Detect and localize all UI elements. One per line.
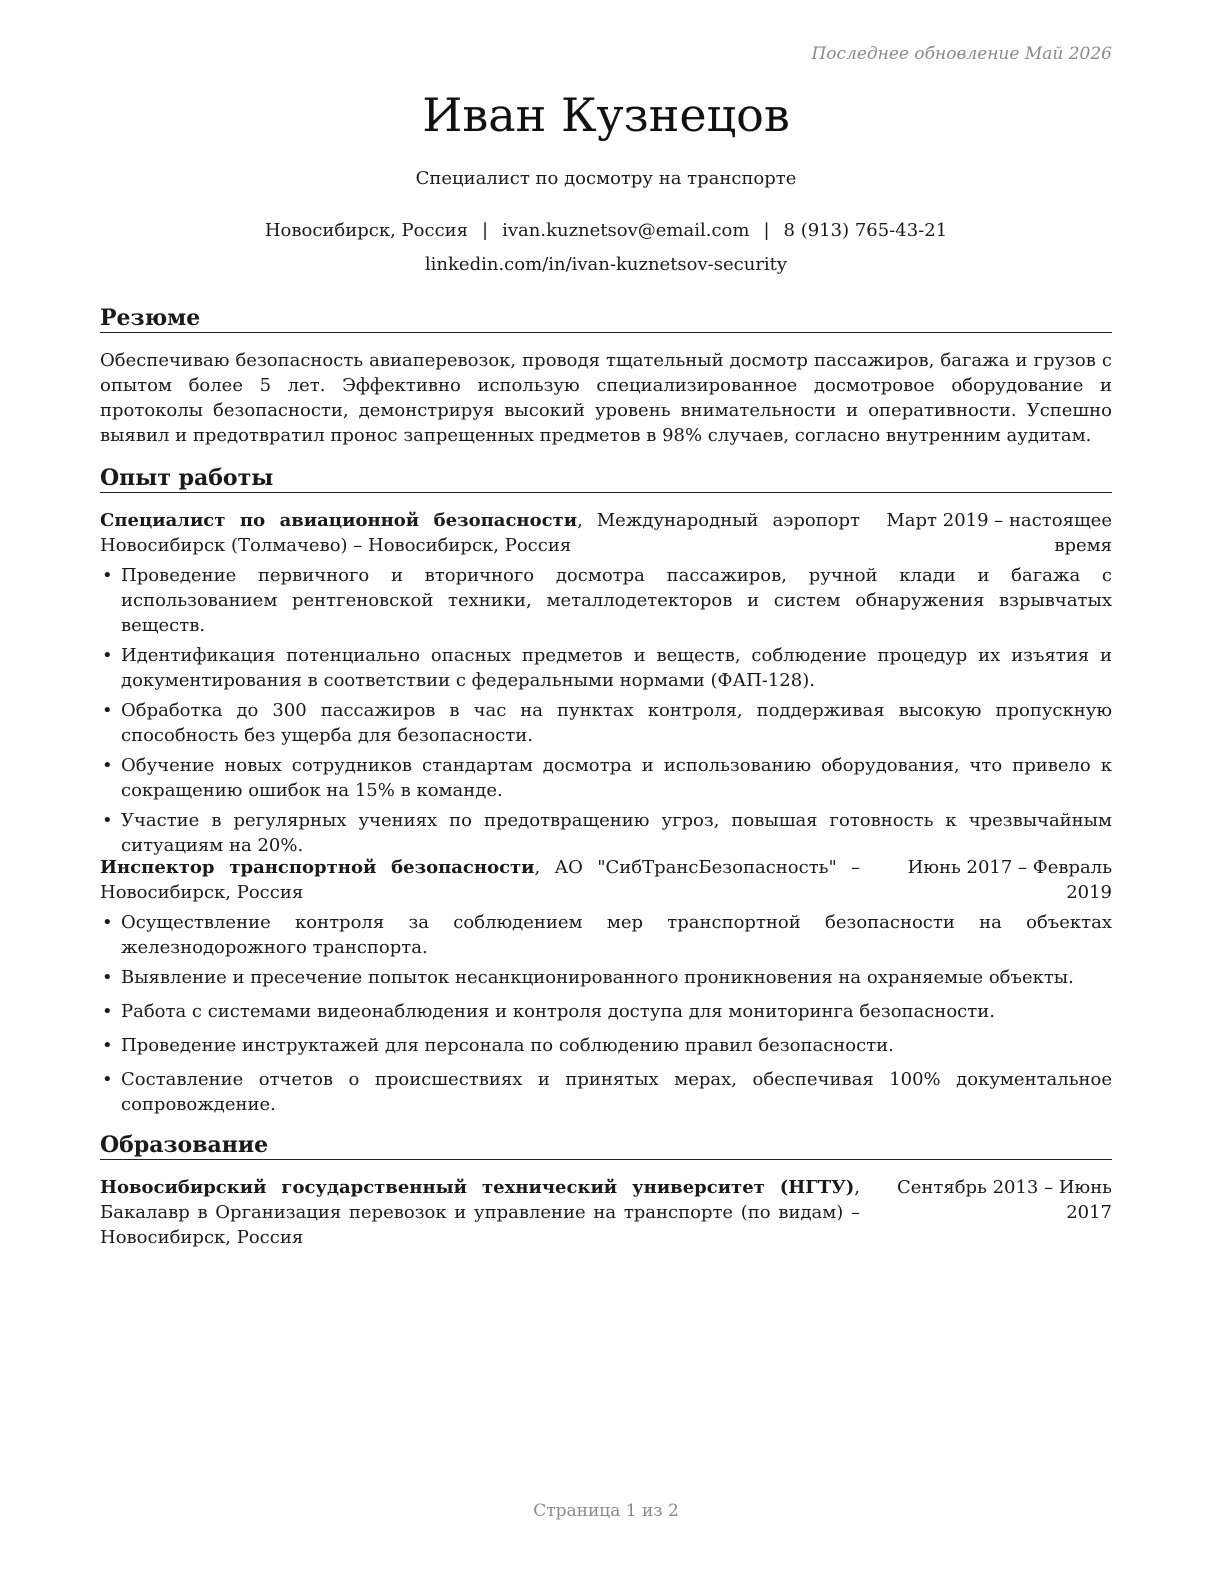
last-updated: Последнее обновление Май 2026 [811,44,1112,64]
job-title-company [100,508,860,558]
contact-location: Новосибирск, Россия [264,220,469,241]
section-title-summary: Резюме [100,305,1112,333]
candidate-headline: Специалист по досмотру на транспорте [415,168,797,189]
list-item: • Обучение новых сотрудников стандартам досмотра и использованию оборудования, что привело к сокращению ошибок на 15% в команде. [100,753,1112,803]
education-dates: Сентябрь 2013 – Июнь 2017 [896,1177,1112,1223]
summary-text: Обеспечиваю безопасность авиаперевозок, проводя тщательный досмотр пассажиров, багажа и грузов с опытом более 5 лет. Эффективно использую специализированное досмотровое оборудование и протоколы безопасности, демонстрируя высокий уровень внимательности и оперативности. Успешно выявил и предотвратил пронос запрещенных предметов в 98% случаев, согласно внутренним аудитам. [100,350,1112,446]
job-position: Инспектор транспортной безопасности [100,857,535,878]
education-degree: , Бакалавр в Организация перевозок и управление на транспорте (по видам) – Новосибирск, Россия [100,1177,860,1248]
list-item: • Обработка до 300 пассажиров в час на пунктах контроля, поддерживая высокую пропускную способность без ущерба для безопасности. [100,698,1112,748]
contact-email[interactable]: ivan.kuznetsov@email.com [502,220,750,241]
job-header [100,508,1112,558]
contact-separator: | [763,220,770,241]
page-number: Страница 1 из 2 [533,1501,679,1521]
list-item: • Работа с системами видеонаблюдения и контроля доступа для мониторинга безопасности. [100,999,1112,1024]
education-institution-degree [100,1175,860,1250]
resume-page [100,0,1112,1584]
list-item: • Участие в регулярных учениях по предотвращению угроз, повышая готовность к чрезвычайным ситуациям на 20%. [100,808,1112,858]
job-dates: Июнь 2017 – Февраль 2019 [907,857,1112,903]
job-header [100,855,1112,905]
contact-line [100,220,1112,241]
contact-phone[interactable]: 8 (913) 765-43-21 [783,220,948,241]
job-bullets [100,563,1112,863]
job-position: Специалист по авиационной безопасности [100,510,578,531]
job-bullets [100,910,1112,1122]
candidate-name: Иван Кузнецов [422,88,790,142]
contact-linkedin[interactable]: linkedin.com/in/ivan-kuznetsov-security [424,254,788,275]
list-item: • Осуществление контроля за соблюдением мер транспортной безопасности на объектах железнодорожного транспорта. [100,910,1112,960]
contact-separator: | [482,220,489,241]
list-item: • Проведение первичного и вторичного досмотра пассажиров, ручной клади и багажа с использованием рентгеновской техники, металлодетекторов и систем обнаружения взрывчатых веществ. [100,563,1112,638]
education-institution: Новосибирский государственный технический университет (НГТУ) [100,1177,855,1198]
list-item: • Составление отчетов о происшествиях и принятых мерах, обеспечивая 100% документальное сопровождение. [100,1067,1112,1117]
job-company: , Международный аэропорт Новосибирск (Толмачево) – Новосибирск, Россия [100,510,860,556]
section-title-education: Образование [100,1132,1112,1160]
job-dates: Март 2019 – настоящее время [886,510,1112,556]
list-item: • Идентификация потенциально опасных предметов и веществ, соблюдение процедур их изъятия и документирования в соответствии с федеральными нормами (ФАП-128). [100,643,1112,693]
list-item: • Проведение инструктажей для персонала по соблюдению правил безопасности. [100,1033,1112,1058]
job-title-company [100,855,860,905]
education-header [100,1175,1112,1250]
section-title-experience: Опыт работы [100,465,1112,493]
list-item: • Выявление и пресечение попыток несанкционированного проникновения на охраняемые объекты. [100,965,1112,990]
job-company: , АО "СибТрансБезопасность" – Новосибирск, Россия [100,857,861,903]
